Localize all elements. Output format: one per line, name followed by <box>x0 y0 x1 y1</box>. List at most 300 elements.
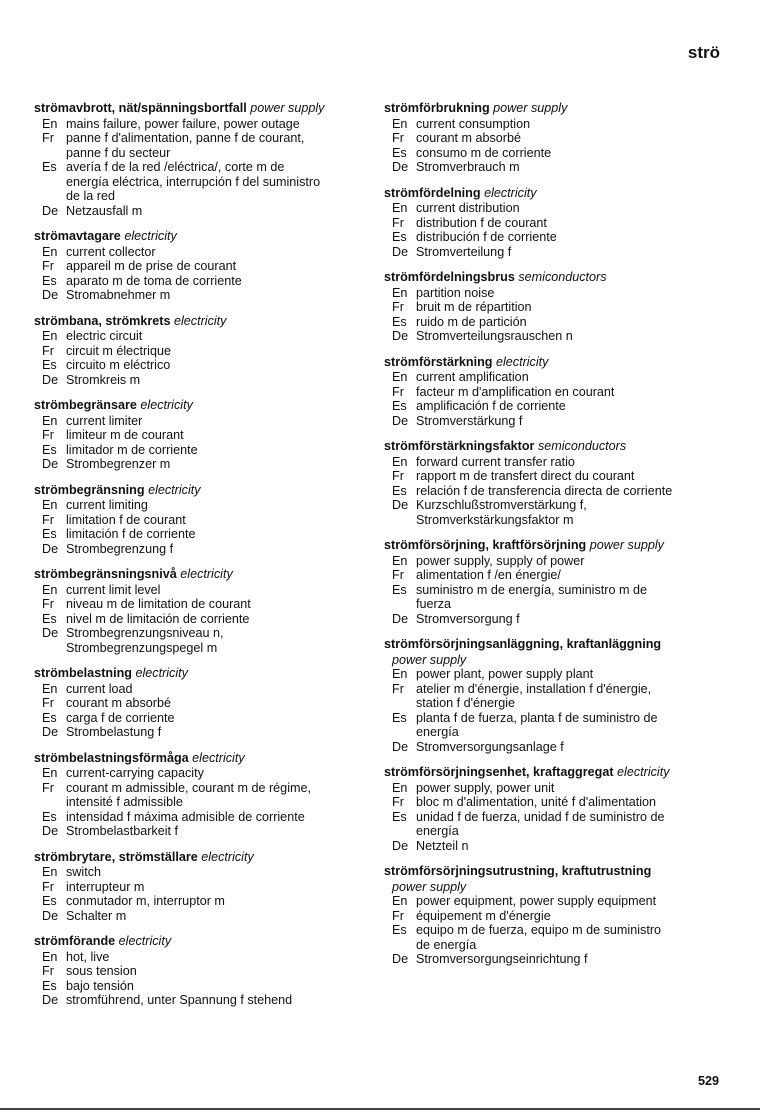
translation-line <box>34 781 359 810</box>
translation-line <box>384 740 709 755</box>
translation-text-line: distribution f de courant <box>416 215 547 230</box>
translation-line <box>34 597 359 612</box>
translation-text <box>416 469 709 484</box>
translation-text <box>416 216 709 231</box>
translation-text-line: avería f de la red /eléctrica/, corte m de <box>66 160 285 174</box>
dictionary-entry <box>384 270 709 344</box>
translation-text <box>416 300 709 315</box>
language-code: En <box>392 553 408 568</box>
translation-text <box>416 399 709 414</box>
translation-text <box>416 740 709 755</box>
translation-text-line: energía eléctrica, interrupción f del suministro <box>66 174 321 189</box>
translation-text-line: facteur m d'amplification en courant <box>416 384 615 399</box>
language-code: Es <box>42 894 57 908</box>
translation-line <box>384 682 709 711</box>
translation-line <box>384 286 709 301</box>
translation-line <box>34 513 359 528</box>
translation-text-line: interrupteur m <box>66 879 145 894</box>
entry-headword: strömförbrukning <box>384 101 490 115</box>
translation-text-line: circuito m eléctrico <box>66 358 171 372</box>
translation-text <box>66 696 359 711</box>
translation-text <box>416 682 709 711</box>
translation-line <box>34 344 359 359</box>
translation-text-line: hot, live <box>66 949 110 964</box>
language-code: Es <box>392 399 407 413</box>
translation-text-line: amplificación f de corriente <box>416 399 566 413</box>
entry-heading <box>34 934 359 949</box>
entry-headword: strömförsörjningsutrustning, kraftutrustning <box>384 864 652 878</box>
translation-line <box>384 909 709 924</box>
translation-line <box>34 204 359 219</box>
entry-domain: electricity <box>201 849 254 864</box>
translation-text <box>416 131 709 146</box>
language-code: De <box>42 626 59 640</box>
translation-text-line: power equipment, power supply equipment <box>416 894 657 908</box>
entry-domain: power supply <box>392 652 467 667</box>
translation-line <box>34 810 359 825</box>
dictionary-column-left <box>34 101 359 1019</box>
translation-line <box>34 865 359 880</box>
running-header-word: strö <box>687 43 720 62</box>
translation-text <box>416 370 709 385</box>
language-code: De <box>392 838 409 853</box>
translation-text-line: current limiter <box>66 413 143 428</box>
dictionary-entry <box>34 666 359 740</box>
entry-domain: power supply <box>589 538 664 552</box>
translation-text <box>66 781 359 810</box>
translation-text <box>416 385 709 400</box>
translation-line <box>34 117 359 132</box>
language-code: Fr <box>392 908 404 923</box>
entry-domain: electricity <box>495 354 549 369</box>
translation-text-line: sous tension <box>66 964 137 978</box>
translation-line <box>34 909 359 924</box>
translation-text <box>416 484 709 499</box>
translation-text <box>416 781 709 796</box>
language-code: Fr <box>42 343 54 358</box>
translation-text <box>416 455 709 470</box>
language-code: Fr <box>392 795 404 809</box>
translation-text <box>66 373 359 388</box>
translation-text-line: current limiting <box>66 498 148 512</box>
translation-line <box>384 498 709 527</box>
language-code: Fr <box>392 568 404 582</box>
translation-text-line: planta f de fuerza, planta f de suministro de <box>416 710 658 725</box>
language-code: Fr <box>392 681 404 696</box>
translation-text <box>416 923 709 952</box>
entry-headword: strömförsörjningsanläggning, kraftanläggning <box>384 637 662 651</box>
dictionary-entry <box>384 765 709 853</box>
language-code: Es <box>42 527 57 541</box>
dictionary-entry <box>34 398 359 472</box>
language-code: Fr <box>42 696 54 710</box>
translation-text-line: nivel m de limitación de corriente <box>66 611 250 626</box>
language-code: En <box>392 894 408 908</box>
translation-text <box>66 428 359 443</box>
language-code: Fr <box>42 597 54 611</box>
language-code: Fr <box>392 469 404 483</box>
translation-line <box>34 358 359 373</box>
translation-text <box>416 612 709 627</box>
entry-heading <box>384 101 709 116</box>
entry-headword: strömförsörjningsenhet, kraftaggregat <box>384 765 614 779</box>
translation-text <box>416 201 709 216</box>
translation-line <box>34 160 359 204</box>
translation-line <box>34 964 359 979</box>
translation-line <box>34 725 359 740</box>
translation-text-line: de la red <box>66 189 116 203</box>
bottom-rule <box>0 1108 760 1110</box>
translation-text-line: limitación f de corriente <box>66 527 196 541</box>
translation-text-line: current limit level <box>66 582 161 597</box>
translation-text <box>416 894 709 909</box>
language-code: Es <box>392 314 407 329</box>
translation-text-line: Strombegrenzung f <box>66 541 174 556</box>
dictionary-entry <box>34 934 359 1008</box>
entry-headword: strömavtagare <box>34 229 121 243</box>
translation-line <box>34 894 359 909</box>
language-code: En <box>392 116 408 131</box>
translation-text-line: current consumption <box>416 116 531 131</box>
translation-line <box>34 766 359 781</box>
translation-text <box>66 513 359 528</box>
translation-text-line: appareil m de prise de courant <box>66 259 237 273</box>
translation-text <box>416 230 709 245</box>
language-code: En <box>42 681 58 696</box>
translation-line <box>34 498 359 513</box>
translation-line <box>384 146 709 161</box>
translation-text-line: Schalter m <box>66 908 127 923</box>
translation-text-line: distribución f de corriente <box>416 230 557 244</box>
translation-line <box>34 259 359 274</box>
language-code: Fr <box>42 780 54 795</box>
translation-text-line: Stromverstärkung f <box>416 413 523 428</box>
translation-text-line: current collector <box>66 244 156 259</box>
translation-text-line: forward current transfer ratio <box>416 454 575 469</box>
translation-text <box>66 527 359 542</box>
translation-line <box>34 288 359 303</box>
translation-text <box>66 583 359 598</box>
translation-text <box>66 288 359 303</box>
language-code: De <box>392 413 409 428</box>
entry-domain: electricity <box>484 185 537 200</box>
translation-text-line: niveau m de limitation de courant <box>66 597 251 611</box>
translation-text <box>66 979 359 994</box>
entry-heading <box>34 398 359 413</box>
translation-text <box>416 117 709 132</box>
entry-headword: strömbegränsare <box>34 398 137 412</box>
language-code: En <box>392 667 408 681</box>
entry-domain: power supply <box>250 101 325 115</box>
language-code: Es <box>392 230 407 244</box>
language-code: De <box>42 203 59 218</box>
entry-headword: strömförande <box>34 934 116 948</box>
entry-heading <box>384 186 709 201</box>
language-code: Es <box>392 923 407 937</box>
translation-line <box>384 583 709 612</box>
translation-line <box>34 979 359 994</box>
translation-text <box>66 274 359 289</box>
translation-text-line: fuerza <box>416 597 452 611</box>
translation-line <box>384 484 709 499</box>
entry-heading <box>34 101 359 116</box>
language-code: De <box>42 372 59 387</box>
entry-headword: strömfördelningsbrus <box>384 270 515 284</box>
dictionary-entry <box>384 864 709 967</box>
language-code: De <box>392 329 409 343</box>
translation-text-line: panne f d'alimentation, panne f de courant, <box>66 131 305 145</box>
translation-text-line: Stromversorgungsanlage f <box>416 739 564 754</box>
translation-text <box>66 909 359 924</box>
translation-text-line: Stromverteilungsrauschen n <box>416 329 573 343</box>
translation-text <box>66 259 359 274</box>
translation-text <box>66 597 359 612</box>
entry-domain: electricity <box>617 765 670 779</box>
translation-text <box>66 880 359 895</box>
language-code: En <box>42 949 58 964</box>
translation-text-line: equipo m de fuerza, equipo m de suministro <box>416 923 662 937</box>
language-code: En <box>42 766 58 780</box>
entry-headword: strömbegränsningsnivå <box>34 567 177 581</box>
entry-headword: strömförstärkning <box>384 354 493 369</box>
translation-text-line: suministro m de energía, suministro m de <box>416 582 647 597</box>
translation-text <box>416 498 709 527</box>
language-code: Es <box>42 273 57 288</box>
translation-line <box>384 230 709 245</box>
translation-text <box>416 315 709 330</box>
translation-line <box>384 455 709 470</box>
language-code: De <box>392 739 409 754</box>
translation-text-line: current amplification <box>416 370 529 384</box>
translation-line <box>384 810 709 839</box>
language-code: Fr <box>42 131 54 145</box>
translation-line <box>34 993 359 1008</box>
translation-text <box>66 204 359 219</box>
language-code: En <box>42 865 58 879</box>
translation-text <box>66 682 359 697</box>
translation-line <box>34 414 359 429</box>
language-code: Es <box>392 809 407 824</box>
translation-text <box>66 498 359 513</box>
translation-text-line: energía <box>416 824 459 838</box>
translation-text <box>416 810 709 839</box>
translation-line <box>384 131 709 146</box>
translation-line <box>34 373 359 388</box>
translation-text-line: de energía <box>416 937 477 952</box>
dictionary-column-right <box>384 101 709 978</box>
entry-domain: semiconductors <box>537 439 627 453</box>
translation-line <box>384 414 709 429</box>
translation-line <box>384 839 709 854</box>
translation-text-line: station f d'énergie <box>416 696 516 710</box>
translation-line <box>384 952 709 967</box>
translation-text-line: bloc m d'alimentation, unité f d'alimentation <box>416 795 657 809</box>
language-code: En <box>42 244 58 259</box>
dictionary-entry <box>384 637 709 754</box>
translation-line <box>384 612 709 627</box>
language-code: En <box>392 454 408 469</box>
entry-domain: electricity <box>118 934 172 948</box>
translation-text <box>66 344 359 359</box>
language-code: Fr <box>42 964 54 978</box>
language-code: Fr <box>392 300 404 314</box>
translation-text-line: current distribution <box>416 201 520 215</box>
language-code: Es <box>42 160 57 174</box>
entry-domain: electricity <box>135 666 188 680</box>
dictionary-entry <box>384 186 709 260</box>
translation-line <box>384 711 709 740</box>
entry-domain: electricity <box>192 750 245 765</box>
translation-text-line: Strombelastbarkeit f <box>66 824 178 838</box>
translation-text-line: consumo m de corriente <box>416 145 552 160</box>
translation-text <box>66 245 359 260</box>
translation-text-line: courant m admissible, courant m de régime, <box>66 780 311 795</box>
translation-text-line: partition noise <box>416 285 495 300</box>
translation-line <box>34 711 359 726</box>
translation-line <box>384 245 709 260</box>
language-code: Fr <box>392 384 404 399</box>
translation-text <box>416 245 709 260</box>
entry-domain: electricity <box>140 398 193 412</box>
translation-text <box>66 414 359 429</box>
entry-heading <box>34 314 359 329</box>
dictionary-entry <box>34 101 359 218</box>
translation-line <box>384 216 709 231</box>
language-code: Fr <box>42 259 54 273</box>
dictionary-entry <box>34 751 359 839</box>
translation-text-line: courant m absorbé <box>416 131 522 145</box>
translation-line <box>34 542 359 557</box>
translation-text-line: Stromverteilung f <box>416 244 512 259</box>
dictionary-entry <box>34 229 359 303</box>
translation-text-line: power supply, supply of power <box>416 553 585 568</box>
translation-line <box>384 399 709 414</box>
translation-text-line: alimentation f /en énergie/ <box>416 568 561 582</box>
translation-text-line: power supply, power unit <box>416 780 555 795</box>
translation-text-line: limitador m de corriente <box>66 442 198 457</box>
translation-line <box>34 682 359 697</box>
entry-heading <box>384 270 709 285</box>
translation-line <box>384 201 709 216</box>
translation-text-line: current-carrying capacity <box>66 766 204 780</box>
language-code: En <box>392 370 408 384</box>
entry-domain: semiconductors <box>518 270 607 284</box>
translation-text <box>66 131 359 160</box>
translation-text-line: Kurzschlußstromverstärkung f, <box>416 498 587 512</box>
translation-text-line: intensidad f máxima admisible de corriente <box>66 809 305 824</box>
translation-line <box>34 428 359 443</box>
dictionary-entry <box>384 439 709 527</box>
translation-text <box>66 964 359 979</box>
language-code: Es <box>42 809 57 824</box>
entry-domain: power supply <box>493 101 568 115</box>
entry-headword: strömbrytare, strömställare <box>34 849 198 864</box>
translation-line <box>384 894 709 909</box>
language-code: En <box>42 329 58 343</box>
language-code: Fr <box>42 879 54 894</box>
language-code: En <box>392 201 408 215</box>
translation-text <box>66 443 359 458</box>
language-code: De <box>42 288 59 302</box>
entry-heading <box>34 229 359 244</box>
language-code: De <box>392 611 409 626</box>
translation-text-line: Strombegrenzungspegel m <box>66 640 218 655</box>
translation-text-line: relación f de transferencia directa de corriente <box>416 483 673 498</box>
translation-line <box>384 300 709 315</box>
translation-line <box>34 443 359 458</box>
translation-line <box>384 923 709 952</box>
language-code: De <box>42 725 59 739</box>
translation-text <box>66 160 359 204</box>
translation-line <box>384 568 709 583</box>
translation-text <box>66 766 359 781</box>
translation-text-line: current load <box>66 681 133 696</box>
translation-text-line: conmutador m, interruptor m <box>66 894 225 908</box>
translation-text-line: ruido m de partición <box>416 314 527 329</box>
entry-heading <box>384 355 709 370</box>
translation-line <box>34 950 359 965</box>
translation-text-line: courant m absorbé <box>66 696 172 710</box>
entry-heading <box>34 751 359 766</box>
dictionary-entry <box>34 850 359 924</box>
translation-line <box>34 880 359 895</box>
entry-headword: strömförstärkningsfaktor <box>384 439 535 453</box>
language-code: De <box>392 160 409 174</box>
entry-heading <box>384 864 709 879</box>
translation-text-line: Strombelastung f <box>66 725 162 739</box>
translation-text <box>416 414 709 429</box>
translation-text <box>416 554 709 569</box>
translation-text-line: limitation f de courant <box>66 512 186 527</box>
language-code: Es <box>392 483 407 498</box>
translation-text-line: power plant, power supply plant <box>416 667 594 681</box>
translation-line <box>384 315 709 330</box>
translation-line <box>34 527 359 542</box>
entry-domain: electricity <box>173 313 227 328</box>
translation-text-line: Stromverbrauch m <box>416 160 520 174</box>
translation-text-line: stromführend, unter Spannung f stehend <box>66 993 293 1007</box>
translation-text-line: Netzausfall m <box>66 203 143 218</box>
translation-text-line: intensité f admissible <box>66 795 183 809</box>
entry-headword: strömbana, strömkrets <box>34 313 171 328</box>
translation-text-line: rapport m de transfert direct du courant <box>416 469 635 483</box>
entry-domain: electricity <box>148 482 201 497</box>
entry-headword: strömfördelning <box>384 185 481 200</box>
translation-text <box>66 950 359 965</box>
entry-heading <box>384 765 709 780</box>
translation-text-line: équipement m d'énergie <box>416 908 551 923</box>
dictionary-entry <box>34 483 359 557</box>
translation-text-line: Netzteil n <box>416 838 469 853</box>
translation-text-line: carga f de corriente <box>66 710 175 725</box>
translation-text <box>66 117 359 132</box>
translation-text <box>416 952 709 967</box>
language-code: Fr <box>392 131 404 145</box>
translation-text-line: Stromversorgungseinrichtung f <box>416 952 588 966</box>
language-code: Fr <box>42 428 54 442</box>
entry-headword: strömförsörjning, kraftförsörjning <box>384 538 587 552</box>
translation-line <box>34 626 359 655</box>
translation-text <box>416 909 709 924</box>
translation-text-line: Stromverkstärkungsfaktor m <box>416 512 574 527</box>
language-code: De <box>42 993 59 1007</box>
translation-line <box>384 385 709 400</box>
translation-text-line: bajo tensión <box>66 978 134 993</box>
translation-text <box>416 711 709 740</box>
translation-text-line: energía <box>416 725 459 739</box>
entry-heading <box>384 538 709 553</box>
translation-text-line: Strombegrenzungsniveau n, <box>66 626 224 640</box>
